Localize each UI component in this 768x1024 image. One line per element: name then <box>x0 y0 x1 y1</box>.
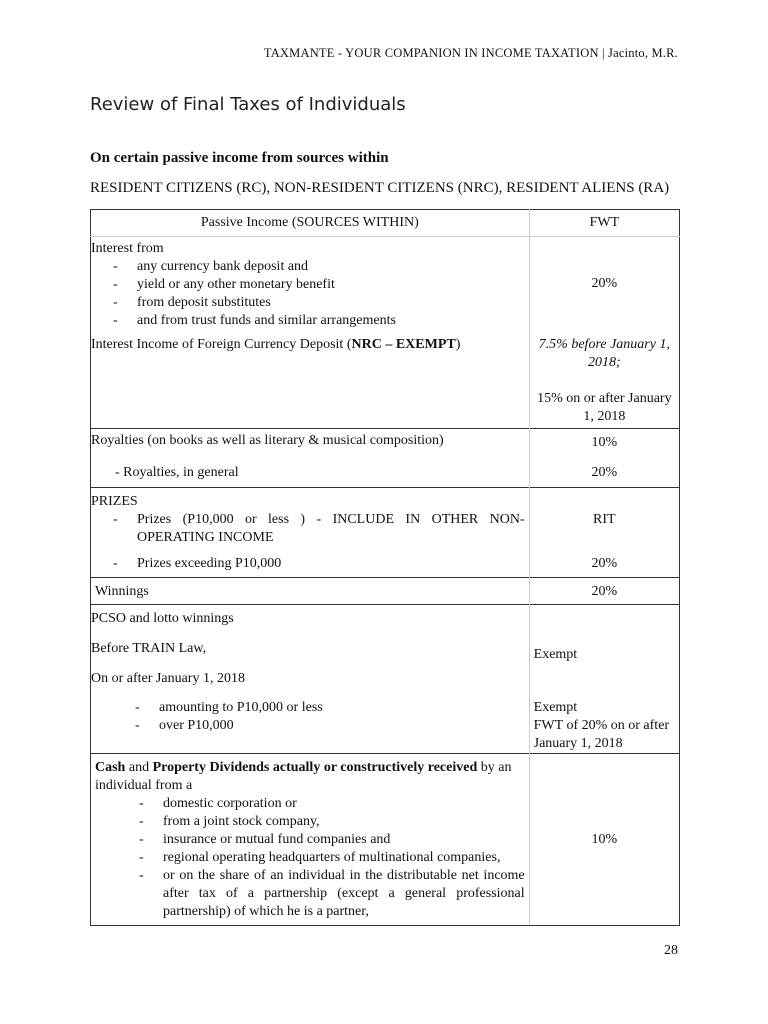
taxpayer-classes: RESIDENT CITIZENS (RC), NON-RESIDENT CITIZENS (NRC), RESIDENT ALIENS (RA) <box>90 180 670 196</box>
list-item: - Prizes (P10,000 or less ) - INCLUDE IN OTHER NON-OPERATING INCOME <box>113 511 525 547</box>
pcso-before-label: Before TRAIN Law, <box>91 641 207 656</box>
interest-rate: 20% <box>529 237 679 331</box>
pcso-rate-2: FWT of 20% on or after January 1, 2018 <box>533 718 670 751</box>
pcso-rate-1: Exempt <box>533 700 578 715</box>
interest-list <box>91 258 529 330</box>
dividends-list <box>95 795 529 921</box>
dividends-by: by an individual from a <box>95 760 512 793</box>
page-title: Review of Final Taxes of Individuals <box>90 94 406 115</box>
fcd-label-close: ) <box>455 337 461 352</box>
table-row-winnings <box>91 578 680 605</box>
pcso-label: PCSO and lotto winnings <box>91 611 234 626</box>
list-item: - Prizes exceeding P10,000 <box>113 555 529 573</box>
list-item: - or on the share of an individual in the distributable net income after tax of a partnership (except a general professional partnership) of which he is a partner, <box>139 867 529 921</box>
winnings-rate: 20% <box>529 578 679 605</box>
dividends-cash: Cash <box>95 760 126 775</box>
fcd-label: Interest Income of Foreign Currency Deposit ( <box>91 337 352 352</box>
list-item: - domestic corporation or <box>139 795 529 813</box>
fcd-rate-before: 7.5% before January 1, 2018; <box>538 337 670 370</box>
fcd-exempt-note: NRC – EXEMPT <box>351 337 456 352</box>
list-item: - over P10,000 <box>135 717 529 735</box>
list-item: - regional operating headquarters of multinational companies, <box>139 849 529 867</box>
dividends-and: and <box>125 760 153 775</box>
table-row-royalties-general <box>91 456 680 488</box>
list-item: - and from trust funds and similar arrangements <box>113 312 529 330</box>
fcd-rate-after: 15% on or after January 1, 2018 <box>537 391 672 424</box>
table-row-royalties-books <box>91 429 680 457</box>
pcso-before-rate: Exempt <box>533 647 578 662</box>
table-row-prizes <box>91 488 680 548</box>
list-item: - from deposit substitutes <box>113 294 529 312</box>
royalties-general-label: - Royalties, in general <box>91 456 530 488</box>
pcso-after-label: On or after January 1, 2018 <box>91 671 245 686</box>
table-row-pcso <box>91 605 680 754</box>
table-row-fcd <box>91 330 680 429</box>
royalties-books-label: Royalties (on books as well as literary & musical composition) <box>91 429 530 457</box>
page-number: 28 <box>664 943 678 958</box>
winnings-label: Winnings <box>91 578 530 605</box>
col-header-passive-income: Passive Income (SOURCES WITHIN) <box>91 210 530 237</box>
table-row-prizes-exceeding <box>91 547 680 578</box>
list-item: - any currency bank deposit and <box>113 258 529 276</box>
list-item: - amounting to P10,000 or less <box>135 699 529 717</box>
section-subheading: On certain passive income from sources within <box>90 150 389 166</box>
running-header: TAXMANTE - YOUR COMPANION IN INCOME TAXATION | Jacinto, M.R. <box>263 46 678 60</box>
prizes-list <box>91 511 529 547</box>
interest-label: Interest from <box>91 241 164 256</box>
prizes-rate-2: 20% <box>529 547 679 578</box>
dividends-rate: 10% <box>529 754 679 926</box>
royalties-books-rate: 10% <box>529 429 679 457</box>
final-tax-table <box>90 209 680 926</box>
prizes-rate-1: RIT <box>529 488 679 548</box>
table-row-interest <box>91 237 680 331</box>
dividends-intro <box>95 759 529 795</box>
col-header-fwt: FWT <box>529 210 679 237</box>
table-header-row <box>91 210 680 237</box>
table-row-dividends <box>91 754 680 926</box>
list-item: - from a joint stock company, <box>139 813 529 831</box>
dividends-property: Property Dividends actually or constructively received <box>152 760 478 775</box>
prizes-list-2 <box>91 555 529 573</box>
list-item: - yield or any other monetary benefit <box>113 276 529 294</box>
royalties-general-rate: 20% <box>529 456 679 488</box>
pcso-list <box>91 699 529 735</box>
list-item: - insurance or mutual fund companies and <box>139 831 529 849</box>
prizes-label: PRIZES <box>91 494 138 509</box>
